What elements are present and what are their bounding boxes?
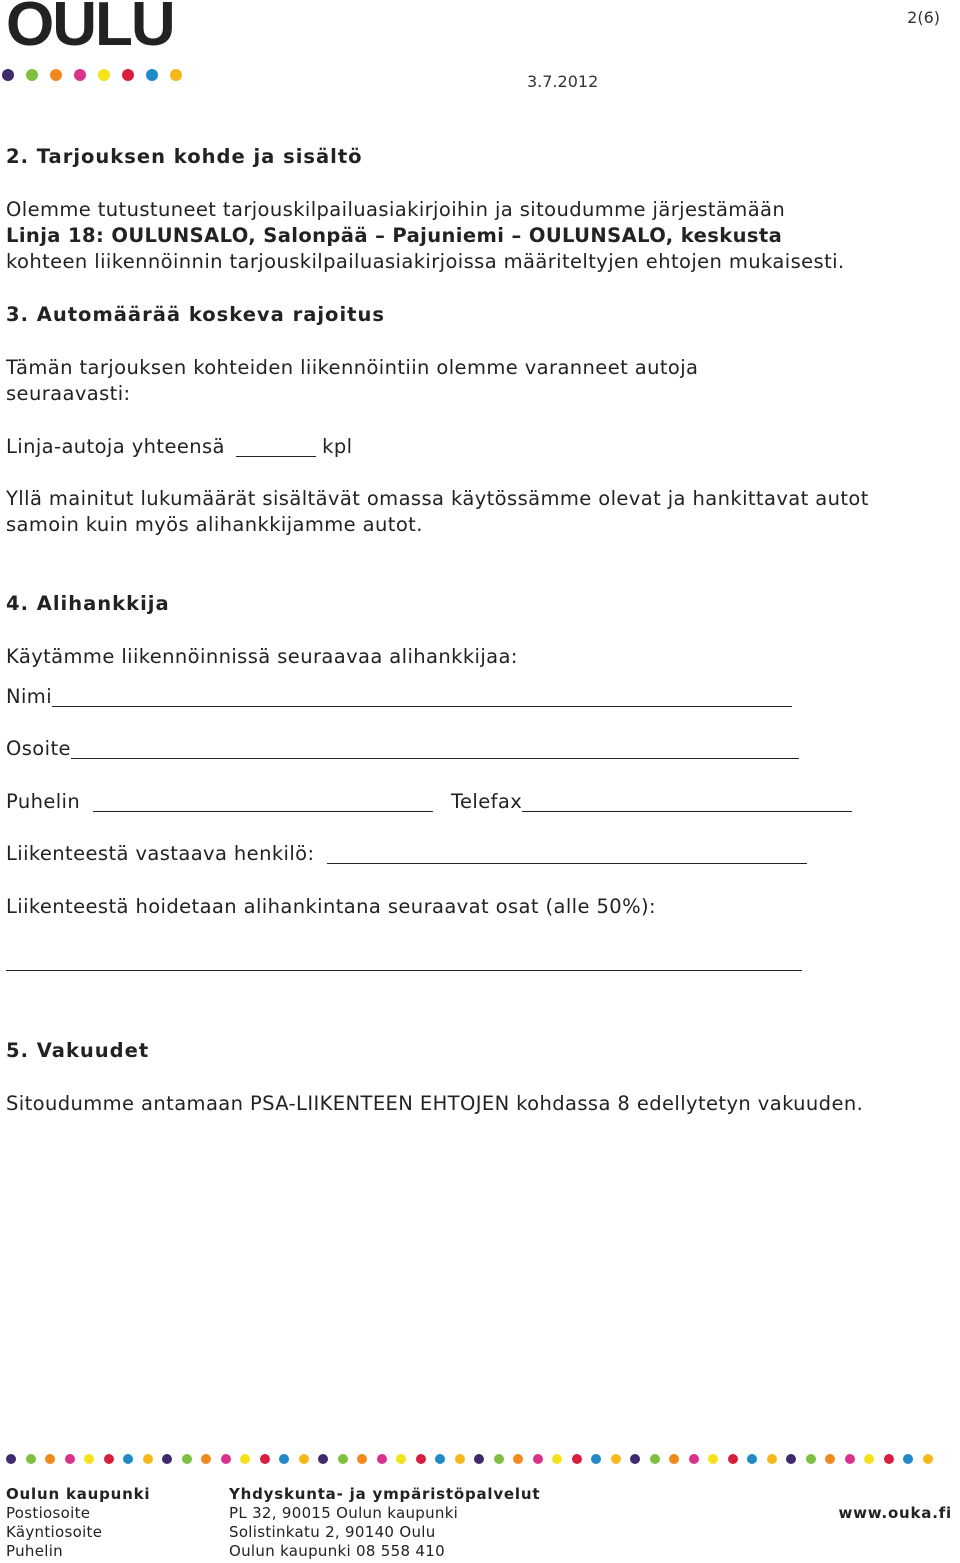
contact-label: Liikenteestä vastaava henkilö: <box>6 842 315 865</box>
decorative-dot <box>708 1454 718 1464</box>
decorative-dot <box>513 1454 523 1464</box>
fax-label: Telefax <box>451 790 523 813</box>
decorative-dot <box>299 1454 309 1464</box>
address-label: Osoite <box>6 737 71 760</box>
decorative-dot <box>143 1454 153 1464</box>
decorative-dot <box>435 1454 445 1464</box>
subcontract-field[interactable] <box>6 952 802 971</box>
decorative-dot <box>786 1454 796 1464</box>
footer-org: Oulun kaupunki <box>6 1485 151 1503</box>
decorative-dot <box>884 1454 894 1464</box>
decorative-dot <box>494 1454 504 1464</box>
document-date: 3.7.2012 <box>527 72 599 91</box>
section5-heading: 5. Vakuudet <box>6 1039 150 1062</box>
section3-para2-line2: samoin kuin myös alihankkijamme autot. <box>6 513 423 536</box>
decorative-dot <box>260 1454 270 1464</box>
bus-count-label: Linja-autoja yhteensä <box>6 435 225 458</box>
footer-phone-label: Puhelin <box>6 1542 63 1560</box>
decorative-dot <box>201 1454 211 1464</box>
decorative-dot <box>26 1454 36 1464</box>
decorative-dot <box>98 69 110 81</box>
fax-row <box>451 789 951 815</box>
phone-field[interactable] <box>93 791 433 812</box>
bus-count-row <box>6 434 956 460</box>
phone-label: Puhelin <box>6 790 81 813</box>
decorative-dot <box>669 1454 679 1464</box>
decorative-dot <box>903 1454 913 1464</box>
section2-line1: Olemme tutustuneet tarjouskilpailuasiakirjoihin ja sitoudumme järjestämään <box>6 198 786 221</box>
decorative-dot <box>923 1454 933 1464</box>
footer-col1 <box>6 1485 150 1561</box>
decorative-dot <box>747 1454 757 1464</box>
page-number: 2(6) <box>907 8 940 27</box>
section5-text: Sitoudumme antamaan PSA-LIIKENTEEN EHTOJEN kohdassa 8 edellytetyn vakuuden. <box>6 1092 864 1115</box>
decorative-dot <box>240 1454 250 1464</box>
name-label: Nimi <box>6 685 53 708</box>
footer-visit-label: Käyntiosoite <box>6 1523 103 1541</box>
decorative-dot <box>122 69 134 81</box>
section3-para1-line2: seuraavasti: <box>6 382 131 405</box>
decorative-dot <box>845 1454 855 1464</box>
oulu-logo: OULU <box>6 0 174 59</box>
decorative-dot <box>50 69 62 81</box>
section3-heading: 3. Automäärää koskeva rajoitus <box>6 303 385 326</box>
contact-field[interactable] <box>327 843 807 864</box>
decorative-dot <box>591 1454 601 1464</box>
decorative-dot <box>806 1454 816 1464</box>
section3-para2-line1: Yllä mainitut lukumäärät sisältävät omassa käytössämme olevat ja hankittavat autot <box>6 487 869 510</box>
footer-website-link[interactable]: www.ouka.fi <box>838 1504 952 1522</box>
footer-phone-number: Oulun kaupunki 08 558 410 <box>229 1542 445 1560</box>
decorative-dot <box>338 1454 348 1464</box>
subcontract-label: Liikenteestä hoidetaan alihankintana seuraavat osat (alle 50%): <box>6 895 657 918</box>
decorative-dot <box>279 1454 289 1464</box>
decorative-dot <box>630 1454 640 1464</box>
decorative-dot <box>455 1454 465 1464</box>
decorative-dot <box>611 1454 621 1464</box>
decorative-dot <box>533 1454 543 1464</box>
name-field[interactable] <box>52 686 792 707</box>
decorative-dot <box>377 1454 387 1464</box>
bus-count-unit: kpl <box>322 435 353 458</box>
footer-visit-address: Solistinkatu 2, 90140 Oulu <box>229 1523 436 1541</box>
decorative-dot <box>104 1454 114 1464</box>
footer-postal-label: Postiosoite <box>6 1504 91 1522</box>
footer-col2 <box>229 1485 540 1561</box>
decorative-dot <box>650 1454 660 1464</box>
footer-department: Yhdyskunta- ja ympäristöpalvelut <box>229 1485 541 1503</box>
bus-count-field[interactable] <box>236 436 316 457</box>
decorative-dot <box>689 1454 699 1464</box>
footer-postal-address: PL 32, 90015 Oulun kaupunki <box>229 1504 459 1522</box>
decorative-dot <box>864 1454 874 1464</box>
decorative-dot <box>65 1454 75 1464</box>
contact-row <box>6 841 956 867</box>
section2-line3: kohteen liikennöinnin tarjouskilpailuasiakirjoissa määriteltyjen ehtojen mukaisesti. <box>6 250 845 273</box>
name-row <box>6 684 956 710</box>
decorative-dot <box>123 1454 133 1464</box>
decorative-dot <box>26 69 38 81</box>
decorative-dot <box>6 1454 16 1464</box>
decorative-dot <box>318 1454 328 1464</box>
decorative-dot <box>84 1454 94 1464</box>
fax-field[interactable] <box>522 791 852 812</box>
decorative-dot <box>474 1454 484 1464</box>
decorative-dot <box>146 69 158 81</box>
decorative-dot <box>825 1454 835 1464</box>
section2-route: Linja 18: OULUNSALO, Salonpää – Pajuniemi – OULUNSALO, keskusta <box>6 224 783 247</box>
decorative-dot <box>728 1454 738 1464</box>
decorative-dot <box>552 1454 562 1464</box>
decorative-dot <box>416 1454 426 1464</box>
decorative-dot <box>357 1454 367 1464</box>
section2-heading: 2. Tarjouksen kohde ja sisältö <box>6 145 363 168</box>
section3-para1-line1: Tämän tarjouksen kohteiden liikennöintiin olemme varanneet autoja <box>6 356 699 379</box>
section4-heading: 4. Alihankkija <box>6 592 170 615</box>
decorative-dot <box>767 1454 777 1464</box>
decorative-dot <box>182 1454 192 1464</box>
section4-intro: Käytämme liikennöinnissä seuraavaa alihankkijaa: <box>6 645 518 668</box>
decorative-dot <box>170 69 182 81</box>
address-field[interactable] <box>71 738 799 759</box>
decorative-dot <box>221 1454 231 1464</box>
logo-dots <box>2 69 182 81</box>
decorative-dot <box>396 1454 406 1464</box>
decorative-dot <box>45 1454 55 1464</box>
footer-dots <box>6 1454 933 1464</box>
decorative-dot <box>2 69 14 81</box>
decorative-dot <box>572 1454 582 1464</box>
address-row <box>6 736 956 762</box>
decorative-dot <box>162 1454 172 1464</box>
decorative-dot <box>74 69 86 81</box>
